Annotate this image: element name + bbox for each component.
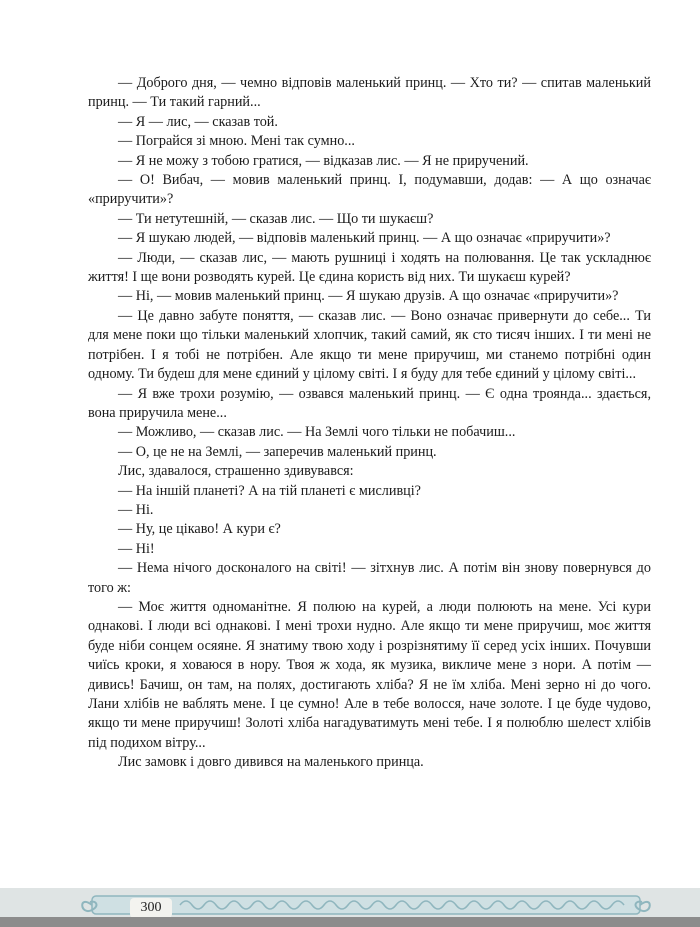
- paragraph: — О! Вибач, — мовив маленький принц. І, подумавши, додав: — А що означає «приручити»?: [88, 172, 651, 208]
- paragraph: — Ні.: [118, 501, 154, 518]
- paragraph: — Ні!: [118, 540, 155, 557]
- paragraph: — Люди, — сказав лис, — мають рушниці і ходять на полювання. Це так ускладнює життя! І ще вони розводять курей. Це єдина користь від них. Ти шукаєш курей?: [88, 249, 651, 286]
- paragraph: Лис замовк і довго дивився на маленького принца.: [118, 754, 424, 771]
- paragraph: — Можливо, — сказав лис. — На Землі чого тільки не побачиш...: [118, 424, 516, 441]
- paragraph: — Моє життя одноманітне. Я полюю на курей, а люди полюють на мене. Усі кури однакові. І люди всі однакові. І мені трохи нудно. Але якщо ти мене приручиш, моє життя буде ніби сонцем осяяне. Я знатиму твою ходу і розрізнятиму її серед усіх інших. Почувши чиїсь кроки, я ховаюся в нору. Твоя ж хода, як музика, викличе мене з нори. А потім — дивись! Бачиш, он там, на полях, достигають хліба? Я не їм хліба. Мені зерно ні до чого. Лани хлібів не ваблять мене. І це сумно! Але в тебе волосся, наче золоте. І це буде чудово, якщо ти мене приручиш! Золоті хліба нагадуватимуть мені тебе. І я полюблю шелест хлібів під подихом вітру...: [88, 598, 651, 751]
- paragraph: — Нема нічого досконалого на світі! — зітхнув лис. А потім він знову повернувся до того ж:: [88, 560, 651, 596]
- main-text: [88, 74, 651, 773]
- bottom-strip: [0, 917, 700, 927]
- paragraph: — Ти нетутешній, — сказав лис. — Що ти шукаєш?: [118, 210, 434, 227]
- paragraph: Лис, здавалося, страшенно здивувався:: [118, 463, 354, 480]
- footer-ornament: [0, 890, 700, 920]
- paragraph: — Я — лис, — сказав той.: [118, 113, 278, 130]
- paragraph: — На іншій планеті? А на тій планеті є мисливці?: [118, 482, 421, 499]
- paragraph: — Я вже трохи розумію, — озвався маленький принц. — Є одна троянда... здається, вона приручила мене...: [88, 385, 651, 421]
- paragraph: — Ну, це цікаво! А кури є?: [118, 521, 281, 538]
- paragraph: — Я не можу з тобою гратися, — відказав лис. — Я не приручений.: [118, 152, 529, 169]
- paragraph: — Я шукаю людей, — відповів маленький принц. — А що означає «приручити»?: [118, 230, 611, 247]
- paragraph: — Ні, — мовив маленький принц. — Я шукаю друзів. А що означає «приручити»?: [118, 288, 619, 305]
- paragraph: — О, це не на Землі, — заперечив маленький принц.: [118, 443, 437, 460]
- page-number: 300: [130, 898, 172, 918]
- paragraph: — Доброго дня, — чемно відповів маленький принц. — Хто ти? — спитав маленький принц. — Ти такий гарний...: [88, 75, 651, 111]
- paragraph: — Це давно забуте поняття, — сказав лис. — Воно означає привернути до себе... Ти для мене поки що тільки маленький хлопчик, такий самий, як сто тисяч інших. І ти мені не потрібен. І я тобі не потрібен. Але якщо ти мене приручиш, ми станемо потрібні один одному. Ти будеш для мене єдиний у цілому світі. І я буду для тебе єдиний у цілому світі...: [88, 307, 651, 383]
- paragraph: — Пограйся зі мною. Мені так сумно...: [118, 133, 355, 150]
- ornament-bar: [92, 896, 640, 914]
